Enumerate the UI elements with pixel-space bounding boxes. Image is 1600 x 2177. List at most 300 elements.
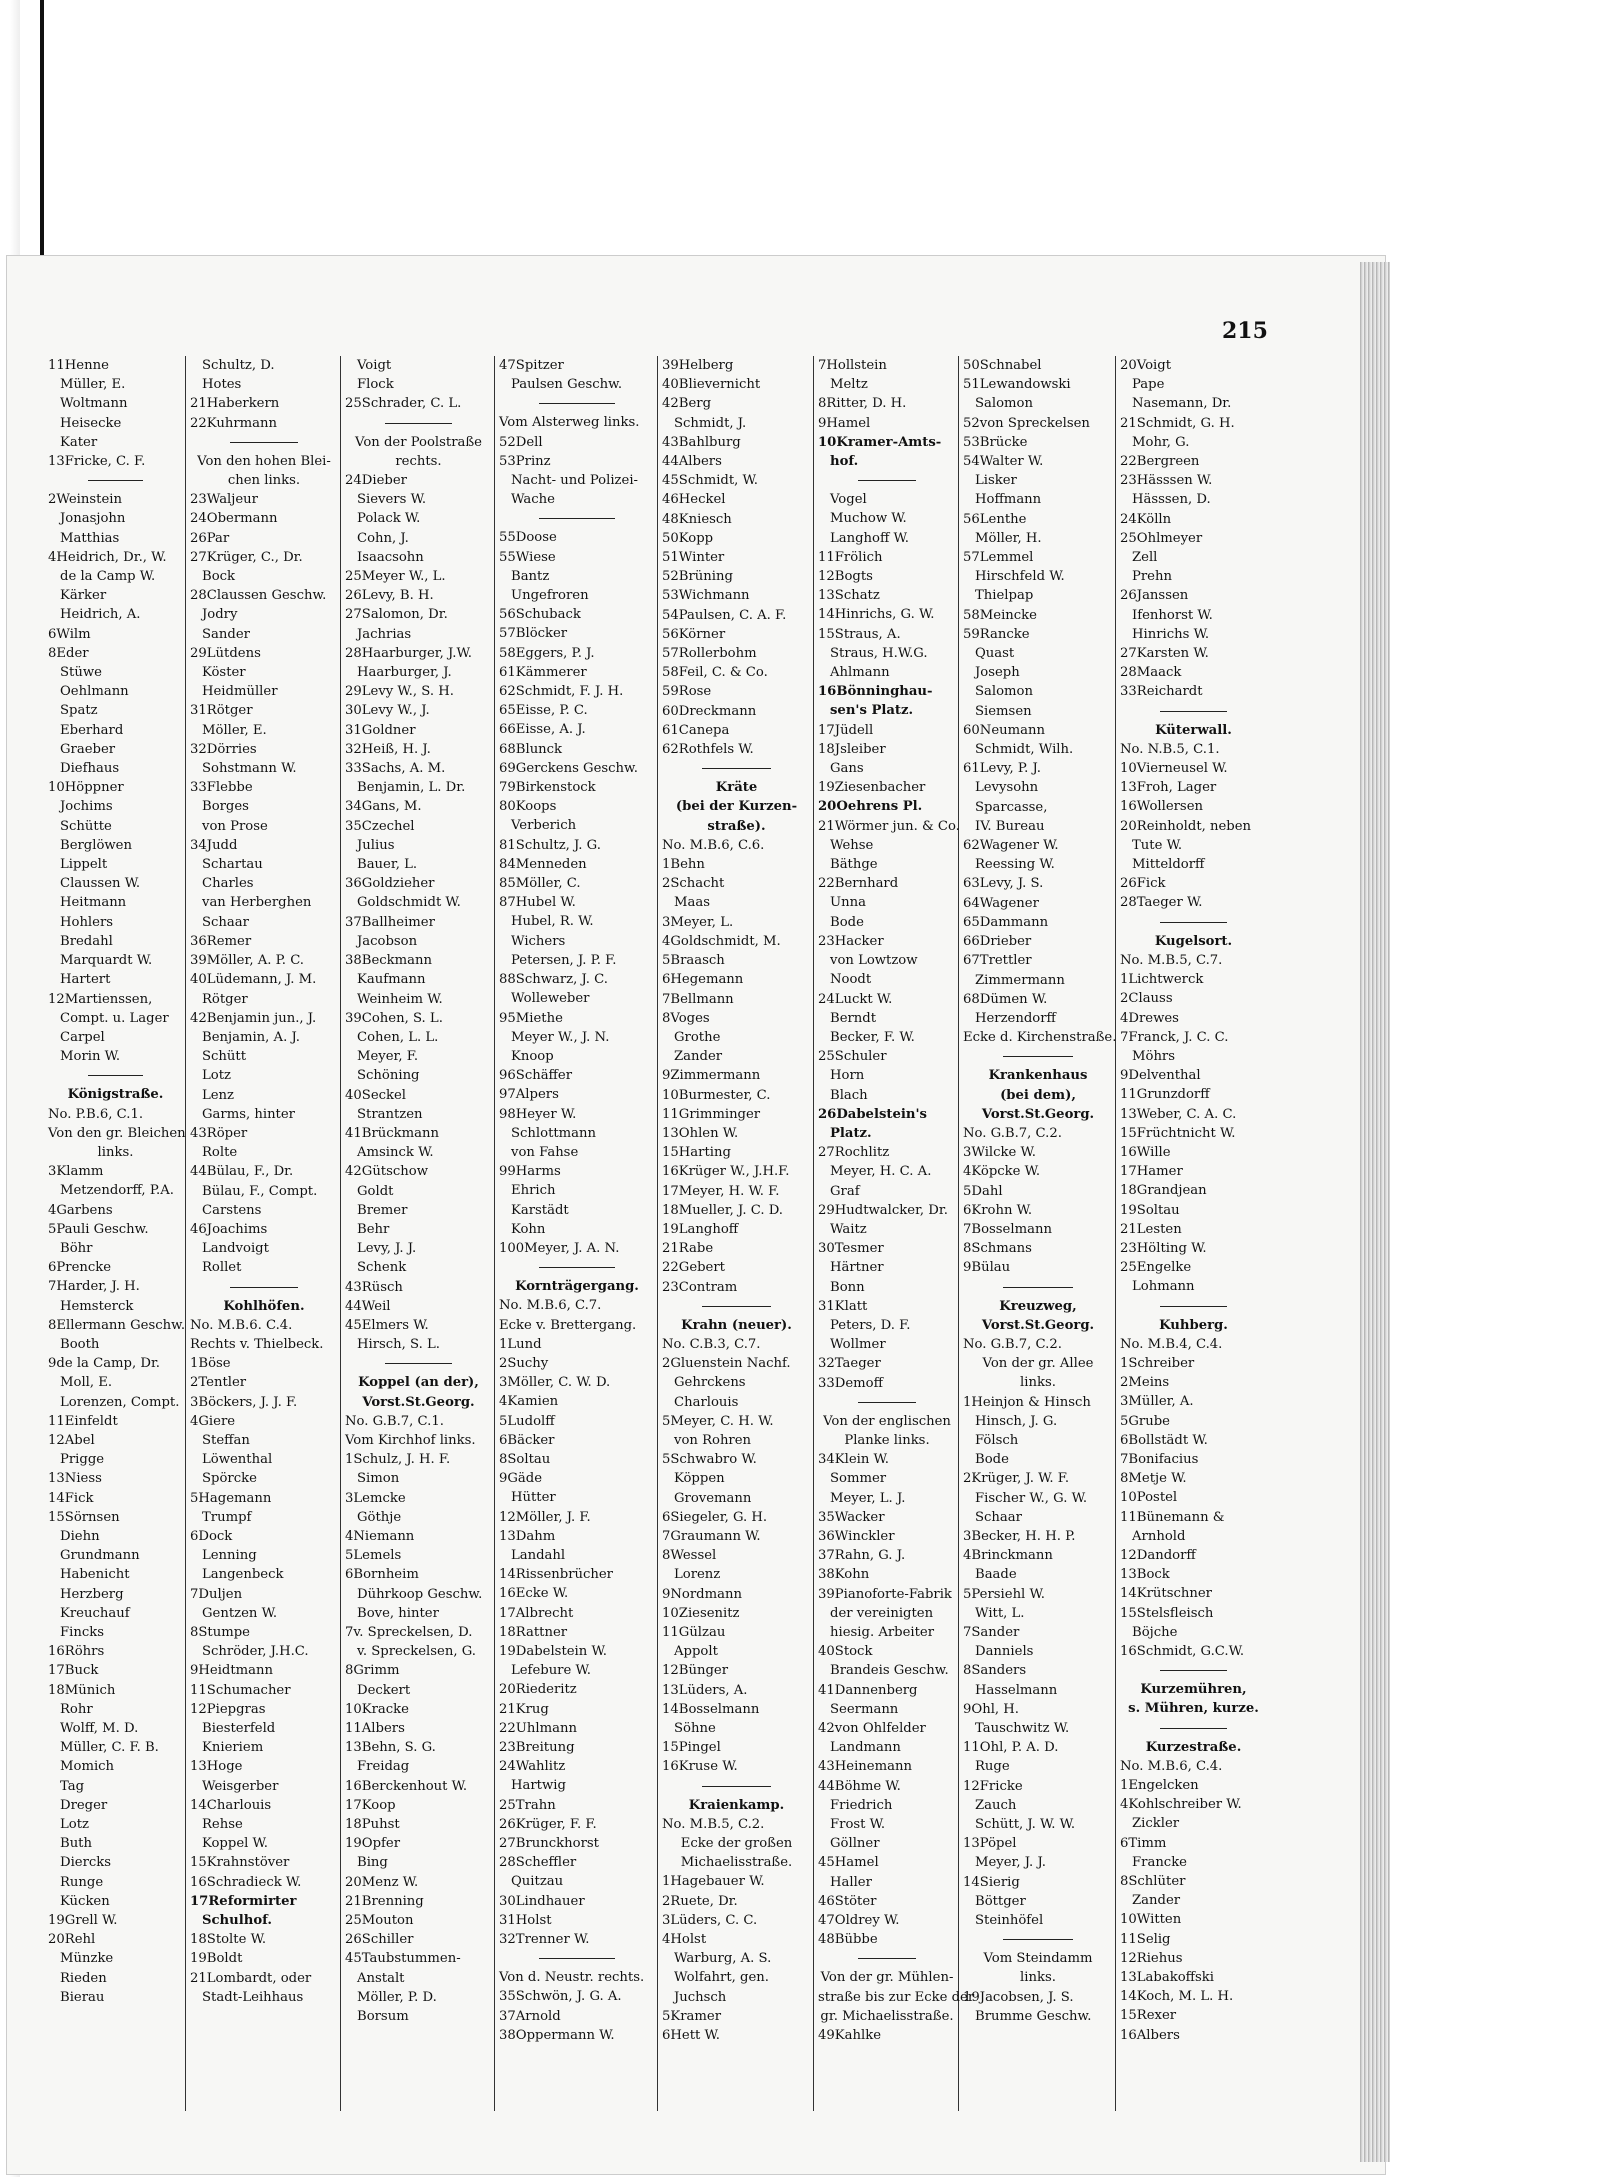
directory-entry: Horn <box>830 1068 865 1084</box>
directory-entry: Meltz <box>830 377 868 393</box>
street-heading: Küterwall. <box>1155 722 1232 738</box>
directory-entry: Julius <box>357 837 395 853</box>
directory-entry: Lorenzen, Compt. <box>60 1394 180 1410</box>
directory-entry: von Lowtzow <box>830 953 918 969</box>
directory-entry: Von d. Neustr. rechts. <box>499 1970 645 1986</box>
directory-entry: 2Ruete, Dr. <box>662 1893 738 1909</box>
directory-entry: Wehse <box>830 837 874 853</box>
directory-entry: No. M.B.5, C.7. <box>1120 952 1223 968</box>
directory-entry: 13Lüders, A. <box>662 1682 748 1698</box>
directory-entry: Moll, E. <box>60 1375 113 1391</box>
section-divider <box>702 759 771 769</box>
directory-entry: 38Kohn <box>818 1567 870 1583</box>
directory-entry: 37Ballheimer <box>345 914 435 930</box>
directory-entry: 16Kruse W. <box>662 1759 738 1775</box>
directory-entry: Schütte <box>60 818 112 834</box>
directory-entry: Fincks <box>60 1625 105 1640</box>
directory-entry: 44Albers <box>662 454 722 470</box>
directory-entry: 40Blievernicht <box>662 377 761 393</box>
directory-entry: 36Remer <box>190 933 252 949</box>
directory-entry: 22Kuhrmann <box>190 415 277 431</box>
page-number: 215 <box>1222 318 1268 344</box>
directory-entry: Rohr <box>60 1701 93 1717</box>
directory-entry: Hasselmann <box>975 1682 1058 1698</box>
directory-entry: 53Wichmann <box>662 588 750 604</box>
directory-entry: 6Krohn W. <box>963 1202 1033 1218</box>
directory-entry: 16Schmidt, G.C.W. <box>1120 1644 1245 1659</box>
directory-entry: Schenk <box>357 1260 407 1276</box>
directory-entry: 37Arnold <box>499 2008 561 2024</box>
street-heading: Kuhberg. <box>1159 1317 1228 1333</box>
directory-entry: Graf <box>830 1183 860 1199</box>
directory-column <box>341 356 495 2111</box>
directory-entry: 39Cohen, S. L. <box>345 1010 443 1026</box>
street-heading: Vorst.St.Georg. <box>981 1106 1095 1122</box>
directory-entry: 18Grandjean <box>1120 1183 1207 1199</box>
directory-entry: Claussen W. <box>60 876 141 892</box>
directory-entry: 49Kahlke <box>818 2028 882 2044</box>
directory-entry: 7Franck, J. C. C. <box>1120 1029 1229 1045</box>
directory-entry: Trumpf <box>202 1509 252 1525</box>
directory-entry: Sohstmann W. <box>202 761 297 777</box>
directory-entry: 32Dörries <box>190 741 257 757</box>
directory-entry: 1Heinjon & Hinsch <box>963 1394 1091 1410</box>
directory-entry: 5Lemels <box>345 1548 402 1564</box>
directory-entry: No. P.B.6, C.1. <box>48 1106 144 1122</box>
directory-entry: Friedrich <box>830 1797 893 1813</box>
directory-entry: 13Pöpel <box>963 1836 1017 1852</box>
directory-entry: 11Gülzau <box>662 1625 726 1640</box>
directory-entry: 96Schäffer <box>499 1068 573 1084</box>
directory-entry: 57Rollerbohm <box>662 646 757 662</box>
directory-entry: Wolfahrt, gen. <box>674 1970 769 1986</box>
directory-entry: 15Pingel <box>662 1740 721 1756</box>
directory-entry: 11Bünemann & <box>1120 1509 1225 1525</box>
directory-entry: Rolte <box>202 1145 238 1161</box>
directory-entry: 26Dabelstein's <box>818 1106 927 1122</box>
directory-entry: 61Canepa <box>662 722 730 738</box>
directory-entry: 42Gütschow <box>345 1164 428 1180</box>
directory-entry: Möller, H. <box>975 530 1042 546</box>
directory-entry: Biesterfeld <box>202 1721 276 1737</box>
directory-entry: 13Hoge <box>190 1759 243 1775</box>
directory-entry: 40Lüdemann, J. M. <box>190 972 317 988</box>
directory-entry: 13Dahm <box>499 1528 556 1544</box>
directory-entry: 22Bergreen <box>1120 454 1200 470</box>
directory-entry: 14Charlouis <box>190 1797 272 1813</box>
directory-entry: 18Puhst <box>345 1817 400 1833</box>
directory-entry: 6Hegemann <box>662 972 744 988</box>
directory-entry: 15Rexer <box>1120 2008 1177 2024</box>
directory-entry: Von den hohen Blei- <box>197 453 331 469</box>
directory-entry: 5Kramer <box>662 2008 722 2024</box>
directory-entry: links. <box>1020 1970 1056 1986</box>
directory-entry: Momich <box>60 1759 115 1775</box>
directory-entry: Frost W. <box>830 1817 886 1833</box>
directory-entry: 28Maack <box>1120 665 1182 681</box>
directory-entry: 7Bosselmann <box>963 1221 1052 1237</box>
directory-entry: 43Rüsch <box>345 1279 403 1295</box>
street-heading: Vorst.St.Georg. <box>362 1394 475 1410</box>
directory-entry: Schütt, J. W. W. <box>975 1817 1076 1833</box>
directory-entry: Hirschfeld W. <box>975 569 1065 585</box>
directory-entry: 13Behn, S. G. <box>345 1740 436 1756</box>
directory-entry: 7Graumann W. <box>662 1528 761 1544</box>
directory-entry: No. M.B.5, C.2. <box>662 1816 765 1832</box>
directory-entry: 9Gäde <box>499 1471 543 1487</box>
directory-entry: Lotz <box>202 1068 231 1084</box>
street-heading: Kornträgergang. <box>515 1279 639 1295</box>
directory-entry: 16Berckenhout W. <box>345 1778 468 1794</box>
directory-entry: Jochims <box>60 799 113 815</box>
directory-entry: 7Harder, J. H. <box>48 1279 140 1295</box>
directory-entry: der vereinigten <box>830 1605 934 1621</box>
directory-entry: 99Harms <box>499 1164 561 1180</box>
directory-entry: 17Jüdell <box>818 722 874 738</box>
directory-entry: Ruge <box>975 1759 1010 1775</box>
directory-entry: 9Zimmermann <box>662 1068 761 1084</box>
directory-entry: Heisecke <box>60 415 122 431</box>
directory-entry: 6Hett W. <box>662 2028 720 2044</box>
directory-entry: links. <box>1020 1375 1056 1391</box>
directory-entry: Behr <box>357 1221 390 1237</box>
directory-entry: 16Ecke W. <box>499 1586 569 1602</box>
directory-entry: 45Hamel <box>818 1855 879 1871</box>
directory-entry: Hotes <box>202 377 242 393</box>
directory-entry: Ecke d. Kirchenstraße. <box>963 1030 1117 1046</box>
directory-entry: 69Gerckens Geschw. <box>499 760 638 776</box>
directory-column <box>1116 356 1269 2111</box>
directory-entry: Von der englischen <box>823 1413 951 1429</box>
directory-entry: Göllner <box>830 1836 880 1852</box>
section-divider <box>1160 1297 1227 1307</box>
directory-entry: 23Breitung <box>499 1740 575 1756</box>
directory-entry: 42Berg <box>662 396 712 412</box>
directory-entry: Joseph <box>975 665 1020 681</box>
directory-entry: Woltmann <box>60 396 128 412</box>
directory-entry: hiesig. Arbeiter <box>830 1625 935 1640</box>
directory-entry: Appolt <box>674 1644 718 1660</box>
directory-entry: Schultz, D. <box>202 358 275 373</box>
directory-entry: Stadt-Leihhaus <box>202 1989 304 2005</box>
directory-entry: 30Lindhauer <box>499 1893 585 1909</box>
directory-entry: Hässsen, D. <box>1132 492 1211 508</box>
directory-entry: Grundmann <box>60 1548 140 1564</box>
directory-entry: 43Heinemann <box>818 1759 912 1775</box>
directory-entry: Bock <box>202 569 236 585</box>
directory-entry: Lefebure W. <box>511 1663 591 1679</box>
directory-entry: Grothe <box>674 1029 721 1045</box>
directory-entry: Pape <box>1132 377 1165 393</box>
directory-entry: 21Rabe <box>662 1241 714 1257</box>
directory-entry: 4Kohlschreiber W. <box>1120 1797 1242 1813</box>
directory-entry: 4Niemann <box>345 1528 415 1544</box>
directory-entry: 5Ludolff <box>499 1413 555 1429</box>
directory-entry: 58Meincke <box>963 607 1037 623</box>
directory-entry: Knoop <box>511 1048 554 1064</box>
directory-entry: 4Brinckmann <box>963 1548 1053 1564</box>
directory-entry: 6Wilm <box>48 626 91 642</box>
directory-entry: Schmidt, J. <box>674 415 747 431</box>
directory-entry: 13Bock <box>1120 1567 1170 1583</box>
directory-entry: Levy, J. J. <box>357 1241 417 1257</box>
directory-entry: 24Obermann <box>190 511 278 527</box>
directory-entry: Schaar <box>202 914 249 930</box>
directory-entry: 19Jacobsen, J. S. <box>963 1989 1074 2005</box>
directory-entry: 14Krütschner <box>1120 1586 1212 1602</box>
directory-entry: 11Selig <box>1120 1931 1171 1947</box>
directory-entry: Lisker <box>975 473 1017 489</box>
directory-entry: Köster <box>202 665 246 681</box>
directory-entry: Göthje <box>357 1509 402 1525</box>
directory-entry: 9Bülau <box>963 1260 1011 1276</box>
directory-entry: 28Taeger W. <box>1120 895 1203 911</box>
directory-entry: Noodt <box>830 972 872 988</box>
directory-entry: 23Waljeur <box>190 492 258 508</box>
street-heading: (bei der Kurzen- <box>675 799 798 815</box>
directory-entry: 44Böhme W. <box>818 1778 901 1794</box>
directory-entry: Söhne <box>674 1721 716 1737</box>
directory-entry: 33Reichardt <box>1120 684 1203 700</box>
directory-entry: Polack W. <box>357 511 421 527</box>
directory-entry: 10Kracke <box>345 1701 409 1717</box>
directory-entry: 5Meyer, C. H. W. <box>662 1413 774 1429</box>
directory-entry: Freidag <box>357 1759 410 1775</box>
directory-entry: 17Reformirter <box>190 1893 297 1909</box>
directory-entry: Tauschwitz W. <box>975 1721 1070 1737</box>
directory-entry: 16Albers <box>1120 2027 1180 2043</box>
section-divider <box>88 1066 143 1076</box>
directory-entry: 40Seckel <box>345 1087 407 1103</box>
directory-entry: Carpel <box>60 1029 105 1045</box>
directory-entry: 5Persiehl W. <box>963 1586 1045 1602</box>
directory-entry: 1Behn <box>662 857 705 873</box>
directory-entry: Spatz <box>60 703 98 719</box>
directory-entry: 41Brückmann <box>345 1125 439 1141</box>
directory-column <box>495 356 658 2111</box>
directory-entry: Fischer W., G. W. <box>975 1490 1088 1506</box>
directory-column <box>186 356 341 2111</box>
directory-entry: Ecke der großen <box>680 1836 793 1852</box>
directory-entry: Schöning <box>357 1068 420 1084</box>
directory-entry: Metzendorff, P.A. <box>60 1183 174 1199</box>
directory-entry: 19Ziesenbacher <box>818 780 926 796</box>
directory-entry: Thielpap <box>975 588 1034 604</box>
directory-entry: Kaufmann <box>357 972 426 988</box>
directory-entry: 12Möller, J. F. <box>499 1509 591 1525</box>
directory-entry: gr. Michaelisstraße. <box>820 2008 954 2024</box>
directory-entry: Härtner <box>830 1260 884 1276</box>
street-heading: Kreuzweg, <box>999 1298 1077 1314</box>
directory-entry: 11Grunzdorff <box>1120 1087 1210 1103</box>
directory-entry: Meyer W., J. N. <box>511 1029 610 1045</box>
directory-entry: Michaelisstraße. <box>680 1855 793 1871</box>
directory-entry: 11Ohl, P. A. D. <box>963 1740 1059 1756</box>
directory-entry: 28Haarburger, J.W. <box>345 645 472 661</box>
directory-entry: 35Schwön, J. G. A. <box>499 1989 622 2005</box>
directory-entry: Bauer, L. <box>357 857 418 873</box>
directory-entry: Schaar <box>975 1509 1022 1525</box>
directory-entry: 14Koch, M. L. H. <box>1120 1989 1234 2005</box>
directory-entry: Zander <box>674 1049 723 1065</box>
directory-entry: Bülau, F., Compt. <box>202 1183 318 1199</box>
directory-entry: Prehn <box>1132 569 1172 585</box>
directory-entry: Müller, C. F. B. <box>60 1740 159 1756</box>
directory-entry: 41Dannenberg <box>818 1682 918 1698</box>
directory-entry: 23Hacker <box>818 933 884 949</box>
directory-entry: 13Niess <box>48 1471 102 1487</box>
directory-entry: Arnhold <box>1132 1528 1186 1544</box>
directory-entry: 6Prencke <box>48 1260 112 1276</box>
directory-entry: chen links. <box>227 473 301 489</box>
directory-entry: 19Langhoff <box>662 1221 739 1237</box>
directory-entry: Kärker <box>60 588 107 604</box>
directory-entry: Diercks <box>60 1855 112 1871</box>
directory-entry: 18Mueller, J. C. D. <box>662 1202 784 1218</box>
directory-entry: 4Köpcke W. <box>963 1164 1041 1180</box>
directory-entry: Böttger <box>975 1893 1026 1909</box>
directory-entry: 7Duljen <box>190 1586 243 1602</box>
directory-entry: 51Winter <box>662 550 725 566</box>
directory-entry: Von der Poolstraße <box>355 434 482 450</box>
directory-entry: 2Suchy <box>499 1355 549 1371</box>
directory-entry: 33Sachs, A. M. <box>345 761 446 777</box>
directory-entry: Hütter <box>511 1490 556 1506</box>
directory-entry: 14Rissenbrücher <box>499 1567 613 1583</box>
directory-entry: 33Demoff <box>818 1375 883 1391</box>
directory-entry: 8Sanders <box>963 1663 1027 1679</box>
directory-entry: Grovemann <box>674 1490 752 1506</box>
directory-entry: 32Taeger <box>818 1356 881 1372</box>
street-heading: (bei dem), <box>1000 1087 1076 1103</box>
directory-entry: Eberhard <box>60 722 124 738</box>
directory-entry: 25Trahn <box>499 1797 556 1813</box>
directory-entry: 31Goldner <box>345 722 416 738</box>
directory-entry: 8Metje W. <box>1120 1471 1187 1487</box>
directory-entry: 55Doose <box>499 530 557 546</box>
directory-entry: 34Klein W. <box>818 1452 889 1468</box>
street-heading: Koppel (an der), <box>358 1375 479 1391</box>
directory-entry: Hinrichs W. <box>1132 626 1210 642</box>
directory-entry: 23Contram <box>662 1279 738 1295</box>
directory-entry: 8Wessel <box>662 1548 717 1564</box>
directory-entry: 3Meyer, L. <box>662 914 734 930</box>
directory-entry: Rehse <box>202 1817 243 1833</box>
street-heading: s. Mühren, kurze. <box>1128 1701 1259 1717</box>
directory-entry: 12Piepgras <box>190 1701 266 1717</box>
directory-entry: 17Meyer, H. W. F. <box>662 1183 780 1199</box>
directory-entry: 63Levy, J. S. <box>963 876 1044 892</box>
directory-entry: 36Winckler <box>818 1528 895 1544</box>
directory-entry: 57Lemmel <box>963 550 1034 566</box>
directory-entry: No. M.B.6, C.4. <box>1120 1758 1223 1774</box>
directory-entry: Seermann <box>830 1701 899 1717</box>
directory-entry: 4Goldschmidt, M. <box>662 933 781 949</box>
section-divider <box>1160 1719 1227 1729</box>
directory-entry: 19Boldt <box>190 1951 243 1967</box>
directory-entry: Karstädt <box>511 1202 569 1218</box>
directory-entry: 42Benjamin jun., J. <box>190 1010 317 1026</box>
directory-entry: Bing <box>357 1855 388 1871</box>
directory-entry: Vom Steindamm <box>983 1951 1093 1967</box>
directory-entry: Vom Alsterweg links. <box>499 415 640 431</box>
directory-entry: Anstalt <box>357 1970 405 1986</box>
directory-entry: 25Schuler <box>818 1049 887 1065</box>
directory-entry: 68Dümen W. <box>963 991 1048 1007</box>
directory-entry: 2Meins <box>1120 1375 1170 1391</box>
directory-entry: 24Kölln <box>1120 511 1172 527</box>
directory-entry: Münzke <box>60 1951 114 1967</box>
directory-entry: Francke <box>1132 1854 1187 1870</box>
directory-entry: Quast <box>975 646 1015 662</box>
directory-entry: 12Bünger <box>662 1663 729 1679</box>
directory-entry: Cohn, J. <box>357 530 409 546</box>
directory-entry: Morin W. <box>60 1049 121 1065</box>
directory-entry: Sommer <box>830 1471 887 1487</box>
directory-entry: Ehrich <box>511 1183 556 1199</box>
directory-entry: Bremer <box>357 1202 408 1218</box>
directory-entry: Borges <box>202 799 249 815</box>
directory-entry: 24Luckt W. <box>818 991 893 1007</box>
directory-entry: 43Röper <box>190 1125 248 1141</box>
directory-entry: von Rohren <box>674 1432 752 1448</box>
directory-entry: 52Dell <box>499 434 543 450</box>
directory-entry: 22Uhlmann <box>499 1720 577 1736</box>
directory-entry: 14Sierig <box>963 1874 1020 1890</box>
directory-entry: Zander <box>1132 1893 1181 1909</box>
directory-entry: Garms, hinter <box>202 1106 295 1122</box>
directory-entry: Langhoff W. <box>830 530 909 546</box>
directory-entry: 16Wille <box>1120 1144 1171 1160</box>
directory-entry: Berndt <box>830 1010 877 1026</box>
directory-entry: Salomon <box>975 396 1033 412</box>
directory-entry: Ahlmann <box>830 665 890 681</box>
section-divider <box>539 394 615 404</box>
directory-entry: Hartert <box>60 972 111 988</box>
directory-entry: Straus, H.W.G. <box>830 645 928 661</box>
directory-entry: Wache <box>511 492 555 508</box>
directory-entry: Borsum <box>357 2009 409 2025</box>
directory-entry: 12Fricke <box>963 1778 1023 1794</box>
directory-entry: 29Hudtwalcker, Dr. <box>818 1202 948 1218</box>
directory-entry: 8Soltau <box>499 1451 551 1467</box>
directory-entry: 46Stöter <box>818 1893 877 1909</box>
directory-entry: 24Wahlitz <box>499 1759 566 1775</box>
directory-entry: 39Helberg <box>662 358 734 373</box>
directory-entry: 11Albers <box>345 1721 405 1737</box>
directory-entry: Mitteldorff <box>1132 857 1205 873</box>
directory-entry: Zauch <box>975 1797 1017 1813</box>
directory-entry: No. M.B.4, C.4. <box>1120 1336 1223 1352</box>
directory-entry: Meyer, F. <box>357 1049 419 1065</box>
directory-entry: 95Miethe <box>499 1010 563 1026</box>
directory-entry: 18Münich <box>48 1682 116 1698</box>
directory-entry: Verberich <box>511 818 577 834</box>
directory-entry: 62Schmidt, F. J. H. <box>499 684 624 700</box>
directory-entry: 9Delventhal <box>1120 1068 1201 1084</box>
directory-entry: 13Fricke, C. F. <box>48 454 146 470</box>
directory-entry: 16Krüger W., J.H.F. <box>662 1164 790 1180</box>
directory-entry: 23Hässsen W. <box>1120 473 1213 489</box>
directory-entry: 25Meyer W., L. <box>345 569 446 585</box>
directory-entry: Petersen, J. P. F. <box>511 952 617 968</box>
directory-entry: 14Hinrichs, G. W. <box>818 607 935 623</box>
directory-entry: No. C.B.3, C.7. <box>662 1336 761 1352</box>
directory-entry: Herzendorff <box>975 1010 1056 1026</box>
directory-entry: 59Rose <box>662 684 712 700</box>
street-heading: Krankenhaus <box>988 1068 1088 1084</box>
directory-entry: Graeber <box>60 741 116 757</box>
